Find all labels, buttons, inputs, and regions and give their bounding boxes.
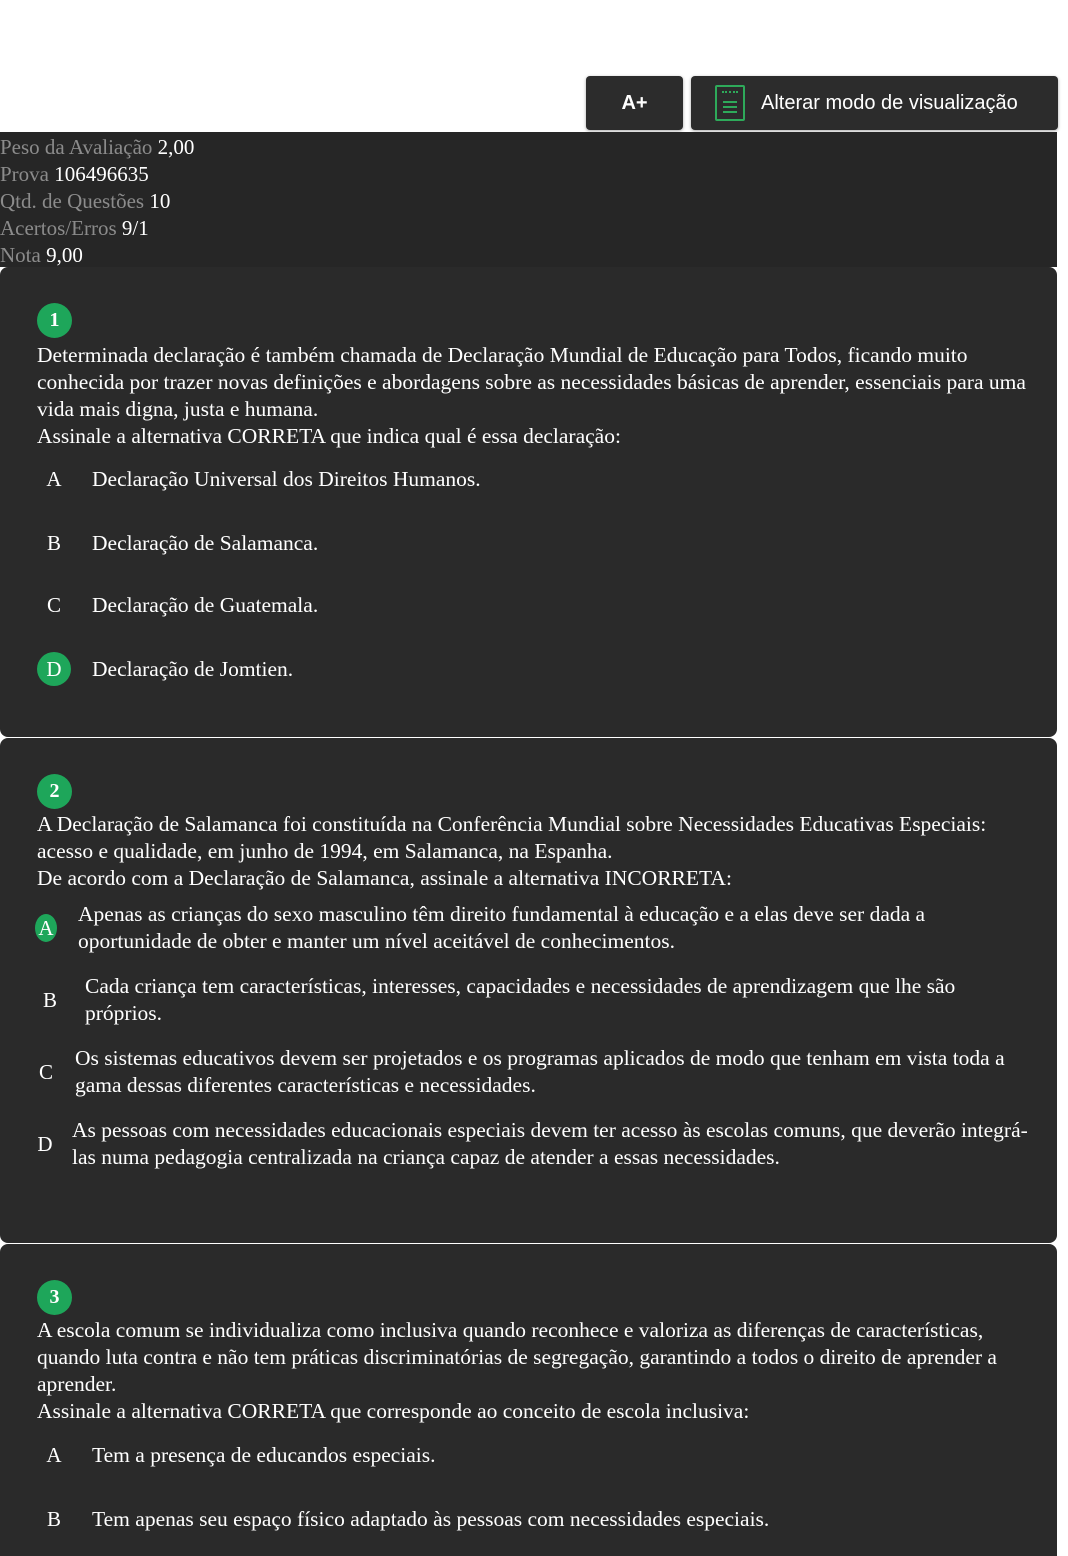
summary-label: Peso da Avaliação — [0, 135, 153, 159]
change-view-mode-label: Alterar modo de visualização — [761, 91, 1018, 114]
summary-row-hits-misses — [0, 215, 1057, 242]
summary-value: 9/1 — [121, 216, 149, 240]
alternative-letter: C — [38, 1059, 53, 1084]
question-statement: A escola comum se individualiza como inclusiva quando reconhece e valoriza as diferenças de características, quando luta contra e não tem práticas discriminatórias de segregação, garantindo a todos o direito de aprender a aprender. — [37, 1318, 997, 1396]
alternative-letter: B — [42, 987, 57, 1012]
alternative-letter-selected: A — [35, 914, 57, 942]
alternative-a[interactable] — [0, 463, 1029, 495]
alternative-a-selected[interactable] — [0, 901, 1029, 955]
summary-label: Acertos/Erros — [0, 216, 117, 240]
alternative-d-selected[interactable] — [0, 652, 1029, 686]
alternative-letter: A — [46, 1442, 62, 1467]
alternative-letter: B — [46, 530, 61, 555]
summary-value: 106496635 — [54, 162, 149, 186]
question-text — [37, 1317, 1029, 1425]
question-text — [37, 811, 1029, 892]
alternative-letter-selected: D — [37, 652, 71, 686]
question-statement: Determinada declaração é também chamada de Declaração Mundial de Educação para Todos, ficando muito conhecida por trazer novas definições e abordagens sobre as necessidades básicas de aprender, essenciais para uma vida mais digna, justa e humana. — [37, 343, 1026, 421]
summary-row-question-count — [0, 188, 1057, 215]
summary-value: 10 — [149, 189, 171, 213]
summary-row-weight — [0, 134, 1057, 161]
summary-value: 9,00 — [46, 243, 83, 267]
change-view-mode-button[interactable] — [691, 76, 1058, 130]
question-card-1 — [0, 267, 1057, 737]
question-number-badge: 2 — [37, 774, 72, 809]
question-prompt: De acordo com a Declaração de Salamanca, assinale a alternativa INCORRETA: — [37, 866, 732, 890]
alternative-letter: D — [37, 1131, 53, 1156]
exam-summary — [0, 132, 1057, 267]
question-number-badge: 1 — [37, 303, 72, 338]
alternative-a[interactable] — [0, 1439, 1029, 1471]
alternative-b[interactable] — [0, 527, 1029, 559]
alternative-text: Declaração de Jomtien. — [92, 656, 294, 681]
alternative-text: Apenas as crianças do sexo masculino têm direito fundamental à educação e a elas deve ser dada a oportunidade de obter e manter um nível aceitável de conhecimentos. — [78, 902, 926, 953]
alternative-letter: B — [46, 1506, 61, 1531]
alternative-c[interactable] — [0, 1045, 1029, 1099]
question-statement: A Declaração de Salamanca foi constituída na Conferência Mundial sobre Necessidades Educativas Especiais: acesso e qualidade, em junho de 1994, em Salamanca, na Espanha. — [37, 812, 987, 863]
view-mode-icon — [715, 85, 745, 121]
alternative-text: Declaração de Guatemala. — [92, 592, 319, 617]
question-text — [37, 342, 1029, 450]
alternative-b[interactable] — [0, 1503, 1029, 1535]
alternative-text: As pessoas com necessidades educacionais especiais devem ter acesso às escolas comuns, que deverão integrá-las numa pedagogia centralizada na criança capaz de atender a essas necessidades. — [72, 1118, 1028, 1169]
alternative-text: Tem apenas seu espaço físico adaptado às pessoas com necessidades especiais. — [92, 1506, 770, 1531]
alternative-text: Declaração Universal dos Direitos Humanos. — [92, 466, 481, 491]
alternative-text: Declaração de Salamanca. — [92, 530, 319, 555]
toolbar — [586, 76, 1058, 130]
increase-font-button[interactable]: A+ — [586, 76, 683, 130]
alternative-text: Cada criança tem características, interesses, capacidades e necessidades de aprendizagem que lhe são próprios. — [85, 974, 956, 1025]
summary-row-grade — [0, 242, 1057, 269]
alternative-letter: C — [46, 592, 61, 617]
alternative-text: Tem a presença de educandos especiais. — [92, 1442, 436, 1467]
alternative-text: Os sistemas educativos devem ser projetados e os programas aplicados de modo que tenham em vista toda a gama dessas diferentes características e necessidades. — [75, 1046, 1005, 1097]
alternative-b[interactable] — [0, 973, 1029, 1027]
alternative-c[interactable] — [0, 589, 1029, 621]
question-card-3 — [0, 1244, 1057, 1556]
summary-value: 2,00 — [157, 135, 195, 159]
alternative-d[interactable] — [0, 1117, 1029, 1171]
summary-label: Prova — [0, 162, 49, 186]
question-number-badge: 3 — [37, 1280, 72, 1315]
summary-row-exam — [0, 161, 1057, 188]
alternative-letter: A — [46, 466, 62, 491]
summary-label: Qtd. de Questões — [0, 189, 145, 213]
question-card-2 — [0, 738, 1057, 1243]
question-prompt: Assinale a alternativa CORRETA que corresponde ao conceito de escola inclusiva: — [37, 1399, 750, 1423]
summary-label: Nota — [0, 243, 41, 267]
question-prompt: Assinale a alternativa CORRETA que indica qual é essa declaração: — [37, 424, 621, 448]
